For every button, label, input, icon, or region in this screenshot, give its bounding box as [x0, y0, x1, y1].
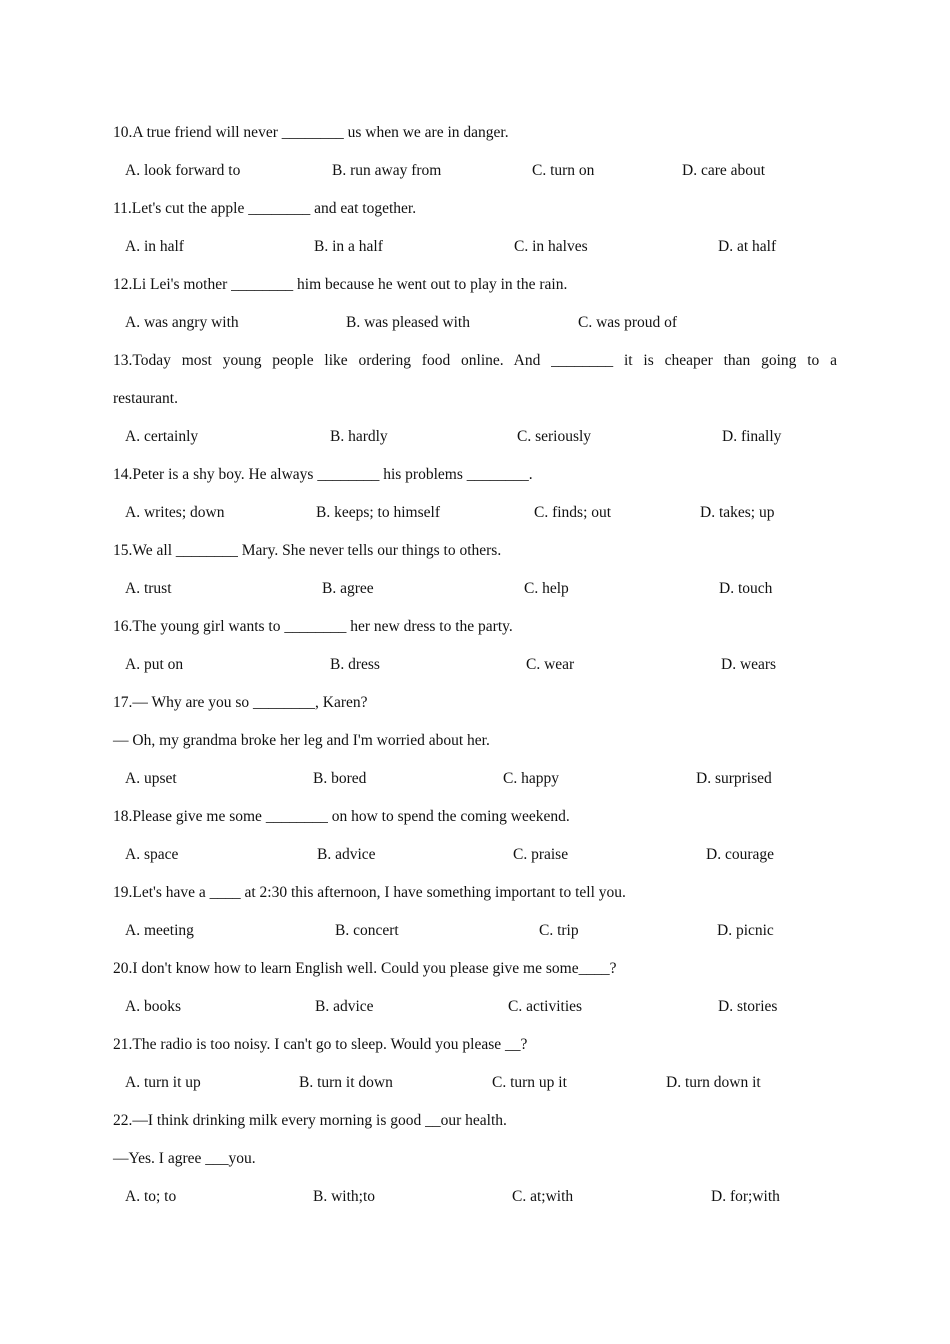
question-14-stem: 14.Peter is a shy boy. He always ________ his problems ________.	[113, 466, 533, 483]
question-16-option-c: C. wear	[526, 656, 575, 673]
question-22-response: —Yes. I agree ___you.	[113, 1150, 256, 1167]
question-20-option-a: A. books	[125, 998, 181, 1015]
question-15-option-c: C. help	[524, 580, 569, 597]
question-17-option-a: A. upset	[125, 770, 177, 787]
question-10-stem: 10.A true friend will never ________ us when we are in danger.	[113, 124, 509, 141]
question-13-option-a: A. certainly	[125, 428, 199, 445]
question-17-option-b: B. bored	[313, 770, 367, 787]
question-17-stem: 17.— Why are you so ________, Karen?	[113, 694, 368, 711]
question-18-option-c: C. praise	[513, 846, 569, 863]
question-22-option-c: C. at;with	[512, 1188, 574, 1205]
question-14-option-d: D. takes; up	[700, 504, 775, 521]
question-13-stem: 13.Today most young people like ordering food online. And ________ it is cheaper than going to a	[113, 352, 837, 369]
question-15-option-d: D. touch	[719, 580, 773, 597]
question-22-option-b: B. with;to	[313, 1188, 376, 1205]
question-21-option-a: A. turn it up	[125, 1074, 201, 1091]
question-13-stem-continued: restaurant.	[113, 390, 178, 407]
question-16-option-b: B. dress	[330, 656, 380, 673]
question-10-option-d: D. care about	[682, 162, 766, 179]
question-21-option-d: D. turn down it	[666, 1074, 761, 1091]
question-19-stem: 19.Let's have a ____ at 2:30 this afternoon, I have something important to tell you.	[113, 884, 626, 901]
question-21-option-c: C. turn up it	[492, 1074, 567, 1091]
question-17-option-d: D. surprised	[696, 770, 772, 787]
question-16-stem: 16.The young girl wants to ________ her new dress to the party.	[113, 618, 513, 635]
question-11-option-c: C. in halves	[514, 238, 588, 255]
question-20-option-b: B. advice	[315, 998, 374, 1015]
question-16-option-d: D. wears	[721, 656, 777, 673]
question-22-stem: 22.—I think drinking milk every morning is good __our health.	[113, 1112, 507, 1129]
question-19-option-b: B. concert	[335, 922, 399, 939]
question-13-option-c: C. seriously	[517, 428, 592, 445]
question-11-option-a: A. in half	[125, 238, 184, 255]
question-21-option-b: B. turn it down	[299, 1074, 393, 1091]
question-13-option-d: D. finally	[722, 428, 782, 445]
question-22-option-d: D. for;with	[711, 1188, 780, 1205]
question-12-option-c: C. was proud of	[578, 314, 678, 331]
question-11-option-b: B. in a half	[314, 238, 383, 255]
question-13-option-b: B. hardly	[330, 428, 388, 445]
question-18-option-b: B. advice	[317, 846, 376, 863]
question-15-option-a: A. trust	[125, 580, 172, 597]
question-10-option-c: C. turn on	[532, 162, 595, 179]
question-14-option-a: A. writes; down	[125, 504, 225, 521]
question-10-option-a: A. look forward to	[125, 162, 241, 179]
question-14-option-b: B. keeps; to himself	[316, 504, 440, 521]
question-20-option-d: D. stories	[718, 998, 778, 1015]
question-12-option-a: A. was angry with	[125, 314, 239, 331]
question-21-stem: 21.The radio is too noisy. I can't go to sleep. Would you please __?	[113, 1036, 528, 1053]
question-17-option-c: C. happy	[503, 770, 559, 787]
question-22-option-a: A. to; to	[125, 1188, 177, 1205]
question-19-option-c: C. trip	[539, 922, 579, 939]
question-20-stem: 20.I don't know how to learn English well. Could you please give me some____?	[113, 960, 617, 977]
question-18-option-a: A. space	[125, 846, 179, 863]
question-18-option-d: D. courage	[706, 846, 774, 863]
question-15-option-b: B. agree	[322, 580, 374, 597]
question-19-option-d: D. picnic	[717, 922, 774, 939]
question-12-option-b: B. was pleased with	[346, 314, 470, 331]
question-20-option-c: C. activities	[508, 998, 583, 1015]
question-10-option-b: B. run away from	[332, 162, 442, 179]
question-18-stem: 18.Please give me some ________ on how to spend the coming weekend.	[113, 808, 570, 825]
question-14-option-c: C. finds; out	[534, 504, 612, 521]
question-16-option-a: A. put on	[125, 656, 184, 673]
question-12-stem: 12.Li Lei's mother ________ him because he went out to play in the rain.	[113, 276, 568, 293]
question-11-stem: 11.Let's cut the apple ________ and eat together.	[113, 200, 417, 217]
question-15-stem: 15.We all ________ Mary. She never tells our things to others.	[113, 542, 502, 559]
question-11-option-d: D. at half	[718, 238, 777, 255]
question-17-response: — Oh, my grandma broke her leg and I'm worried about her.	[113, 732, 490, 749]
question-19-option-a: A. meeting	[125, 922, 194, 939]
